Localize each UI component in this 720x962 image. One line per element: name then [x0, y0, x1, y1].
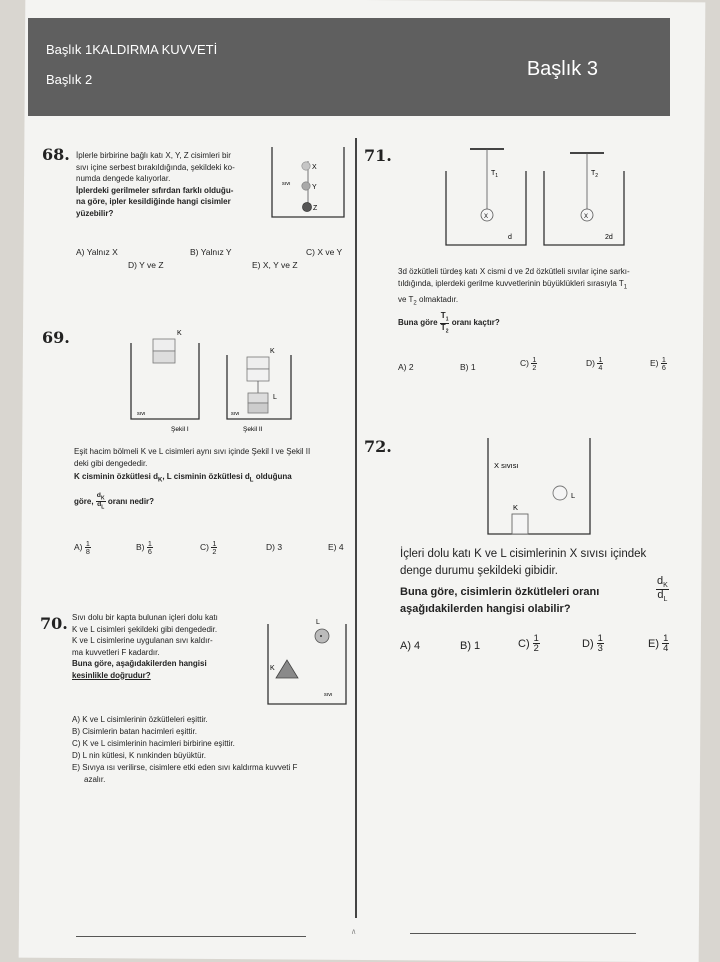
body-k-2 [247, 357, 269, 369]
question-69-text: Eşit hacim bölmeli K ve L cisimleri aynı sıvı içinde Şekil I ve Şekil II deki gibi dengededir. K cisminin özkütlesi $d_K$, L cisminin özkütlesi $d_L$ olduğuna göre, $\frac{d_K}{d_L}$ oranı nedir? [74, 447, 311, 511]
body-l-1 [153, 351, 175, 363]
q72-option-b[interactable]: B) 1 [460, 640, 481, 652]
label-t2: $T_2$ [591, 170, 599, 179]
question-71-figure [440, 145, 640, 250]
question-number-71: 71. [364, 146, 392, 165]
header-right-title: Başlık 3 [526, 58, 598, 80]
question-68-text: İplerle birbirine bağlı katı X, Y, Z cisimleri bir sıvı içine serbest bırakıldığında, şekildeki ko- numda dengede kalıyorlar. İplerdeki gerilmeler sıfırdan farklı olduğu- na göre, ipler kesildiğinde hangi cisimler yüzebilir? [76, 151, 235, 218]
q69-option-d[interactable]: D) 3 [266, 542, 283, 552]
question-68-figure [270, 145, 350, 220]
label-t1: $T_1$ [491, 170, 499, 179]
label-k-1: K [177, 330, 182, 337]
label-k: K [270, 665, 275, 672]
label-liquid-1: sıvı [137, 411, 146, 417]
q68-option-b[interactable]: B) Yalnız Y [190, 247, 232, 257]
triangle-k [276, 660, 298, 678]
label-liquid: sıvı [282, 181, 291, 187]
header-title: Başlık 1KALDIRMA KUVVETİ [46, 42, 218, 57]
label-2d: 2d [605, 234, 613, 241]
q69-option-e[interactable]: E) 4 [328, 542, 344, 552]
q71-option-a[interactable]: A) 2 [398, 362, 414, 372]
q72-option-a[interactable]: A) 4 [400, 640, 421, 652]
caption-figure-1: Şekil I [171, 426, 189, 433]
question-71-text: 3d özkütleli türdeş katı X cismi d ve 2d özkütleli sıvılar içine sarkı- tıldığında, iplerdeki gerilme kuvvetlerinin büyüklükleri sırasıyla $T_1$ ve $T_2$ olmaktadır. [398, 267, 630, 307]
label-d: d [508, 234, 512, 241]
q69-option-c[interactable]: C) $\frac{1}{2}$ [200, 539, 217, 557]
header-subtitle: Başlık 2 [46, 72, 93, 87]
question-70-figure [260, 612, 350, 707]
label-liquid: X sıvısı [494, 461, 519, 470]
footer-line-right [410, 933, 636, 934]
column-divider [355, 138, 357, 918]
ball-y [302, 182, 310, 190]
q69-option-a[interactable]: A) $\frac{1}{8}$ [74, 539, 90, 557]
question-72-prompt: Buna göre, cisimlerin özkütleleri oranı aşağıdakilerden hangisi olabilir? [400, 586, 600, 615]
label-k: K [513, 503, 519, 512]
q70-options [72, 714, 362, 786]
label-y: Y [312, 184, 317, 191]
question-71-prompt: Buna göre $\frac{T_1}{T_2}$ oranı kaçtır? [398, 311, 500, 335]
footer-mark: /\ [352, 930, 356, 936]
body-k [512, 514, 528, 534]
ball-l [553, 486, 567, 500]
caption-figure-2: Şekil II [243, 426, 263, 433]
q72-option-c[interactable]: C) $\frac{1}{2}$ [518, 633, 539, 654]
q68-option-a[interactable]: A) Yalnız X [76, 247, 118, 257]
question-70-text: Sıvı dolu bir kapta bulunan içleri dolu katı K ve L cisimleri şekildeki gibi dengededir. K ve L cisimlerine uygulanan sıvı kaldır- ma kuvvetleri F kadardır. Buna göre, aşağıdakilerden hangisi kesinlikle doğrudur? [72, 613, 218, 680]
header-bar [28, 18, 670, 116]
q71-option-b[interactable]: B) 1 [460, 362, 476, 372]
label-x: X [312, 164, 317, 171]
q70-option-a[interactable]: A) K ve L cisimlerinin özkütleleri eşittir. [72, 715, 208, 724]
q70-option-e[interactable]: E) Sıvıya ısı verilirse, cisimlere etki eden sıvı kaldırma kuvveti F azalır. [72, 763, 298, 784]
question-number-72: 72. [364, 437, 392, 456]
label-l: L [571, 491, 576, 500]
question-72-figure [486, 436, 596, 538]
footer-line-left [76, 936, 306, 937]
question-number-69: 69. [42, 328, 70, 347]
question-number-70: 70. [40, 614, 68, 633]
q70-option-c[interactable]: C) K ve L cisimlerinin hacimleri birbirine eşittir. [72, 739, 235, 748]
q68-option-c[interactable]: C) X ve Y [306, 247, 343, 257]
q72-ratio: $\frac{d_K}{d_L}$ [657, 575, 668, 604]
question-number-68: 68. [42, 145, 70, 164]
q70-option-d[interactable]: D) L nin kütlesi, K nınkinden büyüktür. [72, 751, 206, 760]
body-k-1 [153, 339, 175, 351]
q72-option-d[interactable]: D) $\frac{1}{3}$ [582, 633, 603, 654]
q68-option-e[interactable]: E) X, Y ve Z [252, 260, 298, 270]
body-l-2 [248, 393, 268, 403]
label-x-1: X [484, 214, 489, 220]
q69-option-b[interactable]: B) $\frac{1}{6}$ [136, 539, 152, 557]
label-z: Z [313, 205, 318, 212]
q72-option-e[interactable]: E) $\frac{1}{4}$ [648, 633, 669, 654]
label-l: L [273, 394, 277, 401]
ball-x [302, 162, 310, 170]
q68-option-d[interactable]: D) Y ve Z [128, 260, 164, 270]
ball-z [302, 202, 311, 211]
q71-option-e[interactable]: E) $\frac{1}{6}$ [650, 355, 666, 373]
label-k-2: K [270, 348, 275, 355]
label-liquid: sıvı [324, 692, 333, 698]
question-69-figure [125, 325, 355, 437]
q70-option-b[interactable]: B) Cisimlerin batan hacimleri eşittir. [72, 727, 197, 736]
label-liquid-2: sıvı [231, 411, 240, 417]
label-x-2: X [584, 214, 589, 220]
question-72-text: İçleri dolu katı K ve L cisimlerinin X sıvısı içindek denge durumu şekildeki gibidir. [400, 548, 647, 577]
q71-option-d[interactable]: D) $\frac{1}{4}$ [586, 355, 603, 373]
label-l: L [316, 619, 320, 626]
q71-option-c[interactable]: C) $\frac{1}{2}$ [520, 355, 537, 373]
